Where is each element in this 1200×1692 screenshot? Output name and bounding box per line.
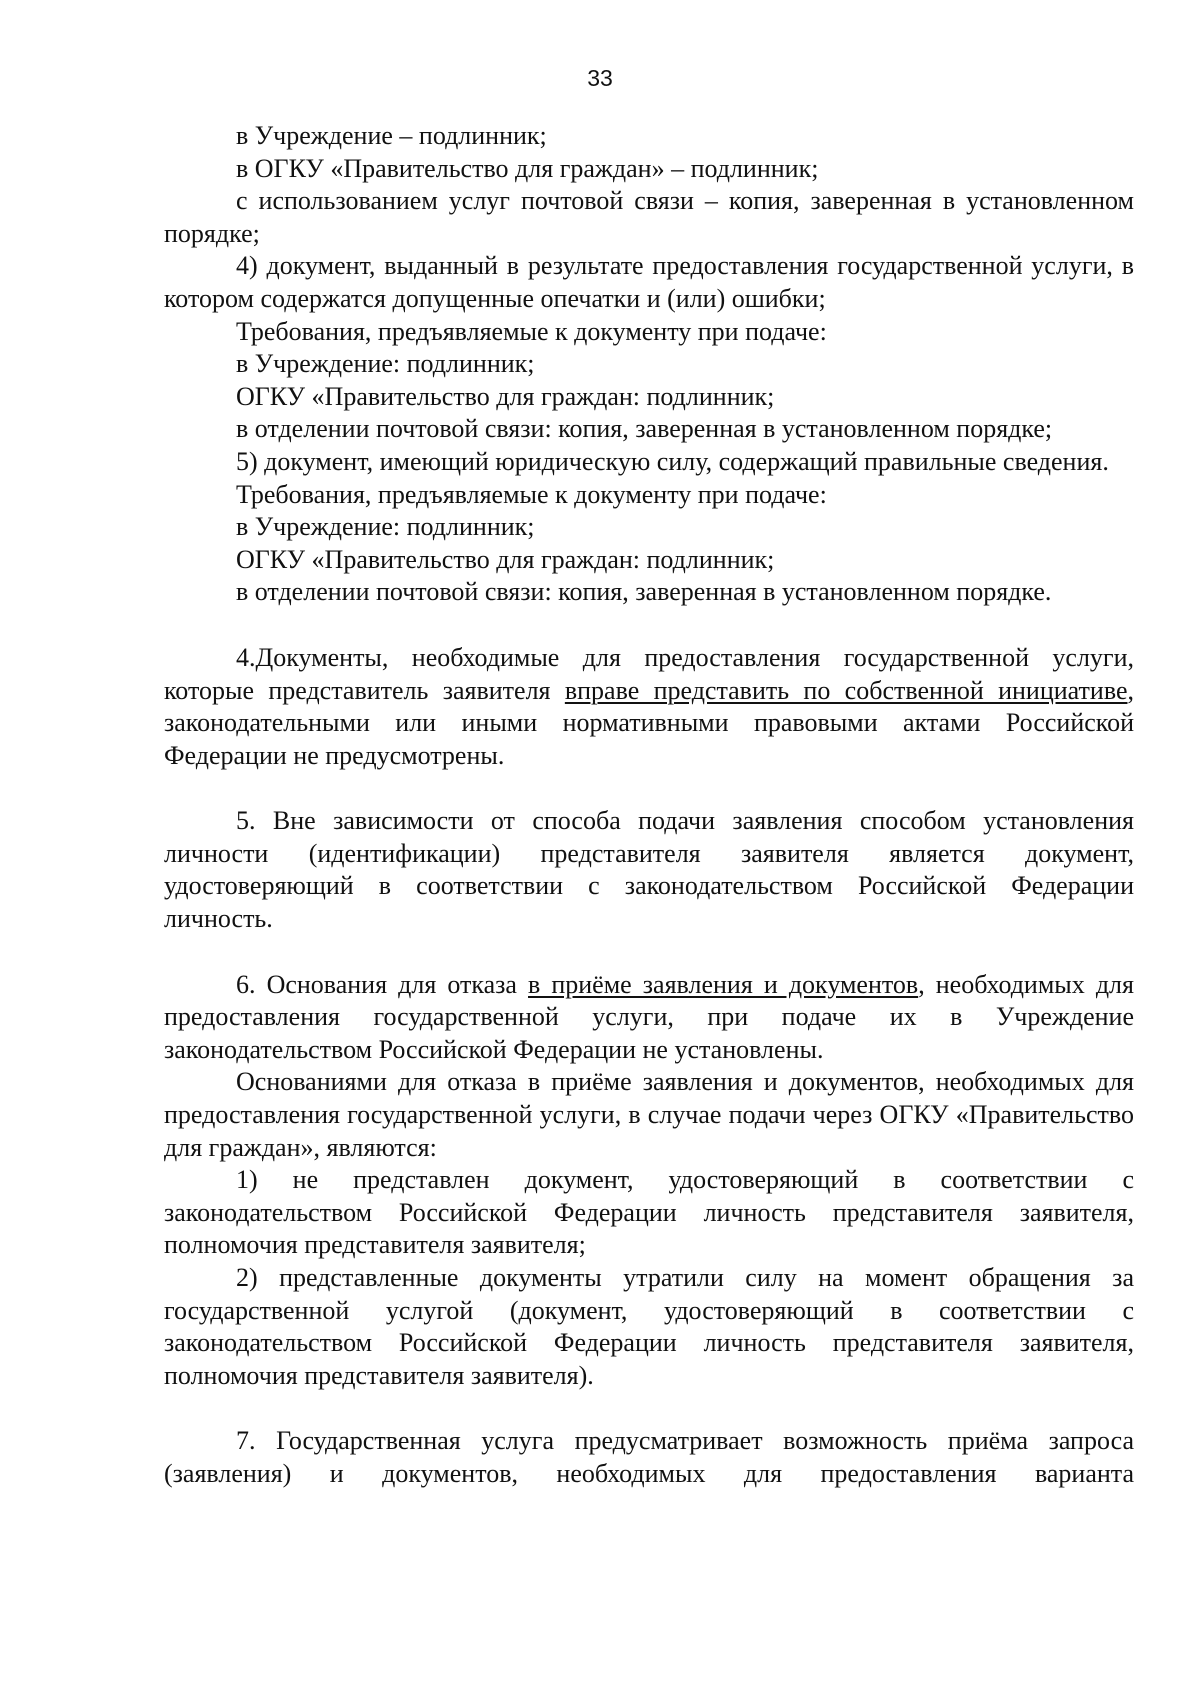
section-4-paragraph <box>164 642 1134 772</box>
paragraph: в Учреждение: подлинник; <box>236 512 535 542</box>
requirements-heading: Требования, предъявляемые к документу при подаче: <box>236 479 827 509</box>
paragraph: ОГКУ «Правительство для граждан: подлинник; <box>236 381 775 411</box>
paragraph: в Учреждение – подлинник; <box>236 121 547 150</box>
paragraph: Основаниями для отказа в приёме заявления и документов, необходимых для предоставления государственной услуги, в случае подачи через ОГКУ «Правительство для граждан», являются: <box>164 1067 1134 1162</box>
section-spacer <box>164 1392 1134 1425</box>
section-7-paragraph: 7. Государственная услуга предусматривает возможность приёма запроса (заявления) и документов, необходимых для предоставления варианта <box>164 1426 1134 1488</box>
text-run: , необходимых для предоставления государственной услуги, при подаче их в Учреждение законодательством Российской Федерации не установлены. <box>164 969 1134 1064</box>
section-spacer <box>164 936 1134 969</box>
underlined-text: в приёме заявления и документов <box>528 969 919 999</box>
text-run: 6. Основания для отказа <box>236 969 529 999</box>
section-spacer <box>164 772 1134 805</box>
page-number: 33 <box>587 65 613 91</box>
section-5-paragraph: 5. Вне зависимости от способа подачи заявления способом установления личности (идентификации) представителя заявителя является документ, удостоверяющий в соответствии с законодательством Российской Федерации личность. <box>164 806 1134 934</box>
paragraph: в ОГКУ «Правительство для граждан» – подлинник; <box>236 153 819 183</box>
requirements-heading: Требования, предъявляемые к документу при подаче: <box>236 316 827 346</box>
document-body <box>164 120 1134 1491</box>
text-run: 4.Документы, необходимые для предоставления государственной услуги, которые представитель заявителя <box>164 642 1134 705</box>
paragraph: ОГКУ «Правительство для граждан: подлинник; <box>236 544 775 574</box>
paragraph: с использованием услуг почтовой связи – копия, заверенная в установленном порядке; <box>164 186 1134 248</box>
list-item-5: 5) документ, имеющий юридическую силу, содержащий правильные сведения. <box>236 446 1109 476</box>
paragraph: в Учреждение: подлинник; <box>236 349 535 379</box>
list-item-2: 2) представленные документы утратили силу на момент обращения за государственной услугой (документ, удостоверяющий в соответствии с законодательством Российской Федерации личность представителя заявителя, полномочия представителя заявителя). <box>164 1263 1134 1390</box>
section-spacer <box>164 609 1134 642</box>
underlined-text: вправе представить по собственной инициативе <box>564 675 1128 705</box>
paragraph: в отделении почтовой связи: копия, заверенная в установленном порядке. <box>236 577 1052 607</box>
list-item-1: 1) не представлен документ, удостоверяющий в соответствии с законодательством Российской Федерации личность представителя заявителя, полномочия представителя заявителя; <box>164 1165 1134 1260</box>
list-item-4: 4) документ, выданный в результате предоставления государственной услуги, в котором содержатся допущенные опечатки и (или) ошибки; <box>164 251 1134 313</box>
paragraph: в отделении почтовой связи: копия, заверенная в установленном порядке; <box>236 414 1053 444</box>
text-run: , законодательными или иными нормативными правовыми актами Российской Федерации не предусмотрены. <box>164 675 1134 770</box>
section-6-paragraph <box>164 969 1134 1067</box>
